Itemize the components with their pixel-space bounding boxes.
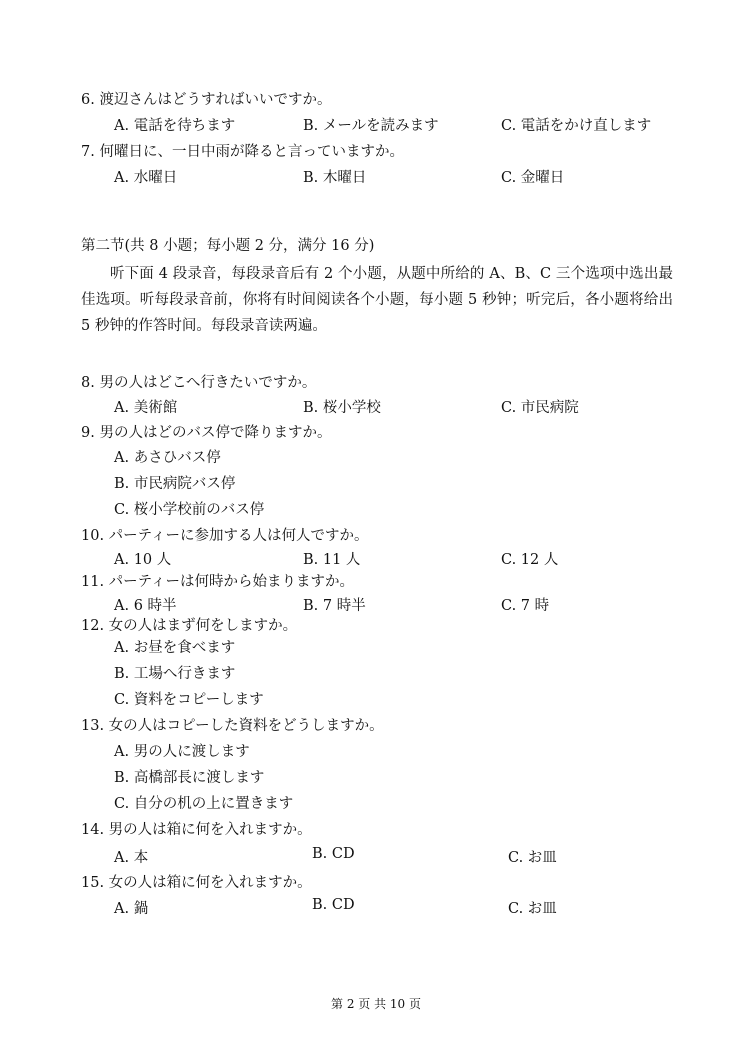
option-b: B. メールを読みます (303, 118, 439, 134)
option-a: A. 電話を待ちます (114, 118, 236, 134)
option-b: B. 市民病院バス停 (114, 476, 236, 492)
question-12: 12. 女の人はまず何をしますか。 (81, 618, 298, 634)
option-c: C. 桜小学校前のバス停 (114, 502, 265, 518)
option-a: A. お昼を食べます (114, 640, 236, 656)
option-b: B. 11 人 (303, 552, 361, 568)
option-a: A. 6 時半 (114, 598, 177, 614)
option-c: C. お皿 (508, 850, 557, 866)
option-b: B. 7 時半 (303, 598, 366, 614)
page-number: 第 2 页 共 10 页 (331, 997, 421, 1011)
option-a: A. 美術館 (114, 400, 178, 416)
question-14: 14. 男の人は箱に何を入れますか。 (81, 822, 312, 838)
option-a: A. 10 人 (114, 552, 172, 568)
option-b: B. CD (312, 897, 355, 913)
option-b: B. CD (312, 846, 355, 862)
option-c: C. 資料をコピーします (114, 692, 264, 708)
question-15: 15. 女の人は箱に何を入れますか。 (81, 875, 312, 891)
option-c: C. 金曜日 (501, 170, 565, 186)
option-c: C. 12 人 (501, 552, 559, 568)
question-6: 6. 渡辺さんはどうすればいいですか。 (81, 92, 332, 108)
option-b: B. 桜小学校 (303, 400, 381, 416)
option-a: A. 本 (114, 850, 149, 866)
section-2-instructions: 听下面 4 段录音，每段录音后有 2 个小题，从题中所给的 A、B、C 三个选项中选出最佳选项。听每段录音前，你将有时间阅读各个小题，每小题 5 秒钟；听完后，各小题将给出 5 秒钟的作答时间。每段录音读两遍。 (81, 266, 673, 334)
option-c: C. お皿 (508, 901, 557, 917)
option-b: B. 高橋部長に渡します (114, 770, 265, 786)
option-c: C. 7 時 (501, 598, 550, 614)
section-2-title: 第二节(共 8 小题；每小题 2 分，满分 16 分) (81, 238, 375, 254)
option-c: C. 電話をかけ直します (501, 118, 652, 134)
option-a: A. 水曜日 (114, 170, 178, 186)
question-7: 7. 何曜日に、一日中雨が降ると言っていますか。 (81, 144, 404, 160)
question-13: 13. 女の人はコピーした資料をどうしますか。 (81, 718, 384, 734)
question-8: 8. 男の人はどこへ行きたいですか。 (81, 375, 317, 391)
question-11: 11. パーティーは何時から始まりますか。 (81, 574, 355, 590)
option-a: A. 鍋 (114, 901, 149, 917)
option-a: A. 男の人に渡します (114, 744, 250, 760)
option-c: C. 市民病院 (501, 400, 579, 416)
option-a: A. あさひバス停 (114, 450, 221, 466)
question-9: 9. 男の人はどのバス停で降りますか。 (81, 425, 332, 441)
option-b: B. 工場へ行きます (114, 666, 236, 682)
question-10: 10. パーティーに参加する人は何人ですか。 (81, 528, 369, 544)
option-b: B. 木曜日 (303, 170, 367, 186)
option-c: C. 自分の机の上に置きます (114, 796, 294, 812)
